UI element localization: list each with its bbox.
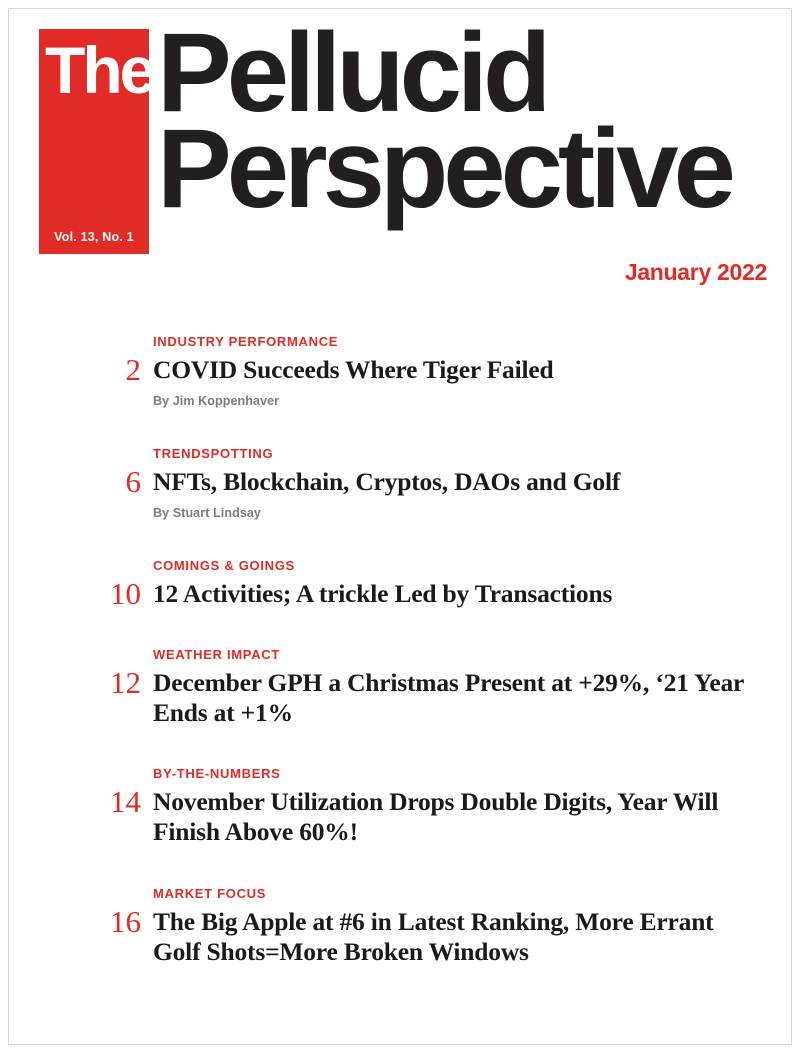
toc-entry[interactable] — [101, 886, 763, 967]
publication-title — [157, 10, 769, 231]
toc-entry[interactable] — [101, 334, 763, 408]
toc-article-title: November Utilization Drops Double Digits, Year Will Finish Above 60%! — [153, 787, 719, 847]
volume-block — [39, 29, 154, 254]
toc-page-number: 16 — [110, 903, 141, 939]
toc-entry-body — [153, 886, 763, 967]
toc-category: MARKET FOCUS — [153, 885, 267, 901]
toc-author: By Jim Koppenhaver — [153, 394, 280, 409]
toc-entry-body — [153, 647, 763, 728]
toc-entry-body — [153, 558, 763, 609]
toc-article-title: 12 Activities; A trickle Led by Transactions — [153, 579, 613, 609]
toc-entry-body — [153, 334, 763, 408]
toc-category: BY-THE-NUMBERS — [153, 766, 281, 782]
title-line-2: Perspective — [157, 105, 731, 231]
toc-article-title: NFTs, Blockchain, Cryptos, DAOs and Golf — [153, 467, 621, 497]
page-border — [8, 8, 792, 1045]
toc-category: COMINGS & GOINGS — [153, 558, 295, 574]
title-line-1: Pellucid — [157, 10, 547, 135]
toc-article-title: The Big Apple at #6 in Latest Ranking, More Errant Golf Shots=More Broken Windows — [153, 906, 714, 966]
issue-date: January 2022 — [624, 259, 767, 285]
toc-category: INDUSTRY PERFORMANCE — [153, 334, 339, 349]
toc-article-title: COVID Succeeds Where Tiger Failed — [153, 355, 554, 384]
toc-entry-body — [153, 446, 763, 520]
toc-page-number: 10 — [110, 576, 141, 612]
masthead — [9, 9, 791, 285]
toc-page-number: 14 — [110, 784, 141, 820]
toc-author: By Stuart Lindsay — [153, 506, 261, 521]
masthead-the-word: The — [45, 33, 154, 107]
toc-page-number: 6 — [125, 464, 141, 500]
toc-article-title: December GPH a Christmas Present at +29%, ‘21 Year Ends at +1% — [153, 668, 744, 728]
toc-category: WEATHER IMPACT — [153, 647, 281, 663]
toc-page-number: 12 — [110, 665, 141, 701]
toc-category: TRENDSPOTTING — [153, 446, 274, 462]
toc-entry[interactable] — [101, 647, 763, 728]
toc-entry-body — [153, 766, 763, 847]
toc-page-number: 2 — [125, 352, 141, 387]
toc-entry[interactable] — [101, 766, 763, 847]
toc-entry[interactable] — [101, 558, 763, 612]
volume-issue-label: Vol. 13, No. 1 — [54, 230, 134, 244]
toc-entry[interactable] — [101, 446, 763, 520]
table-of-contents — [9, 334, 791, 1005]
